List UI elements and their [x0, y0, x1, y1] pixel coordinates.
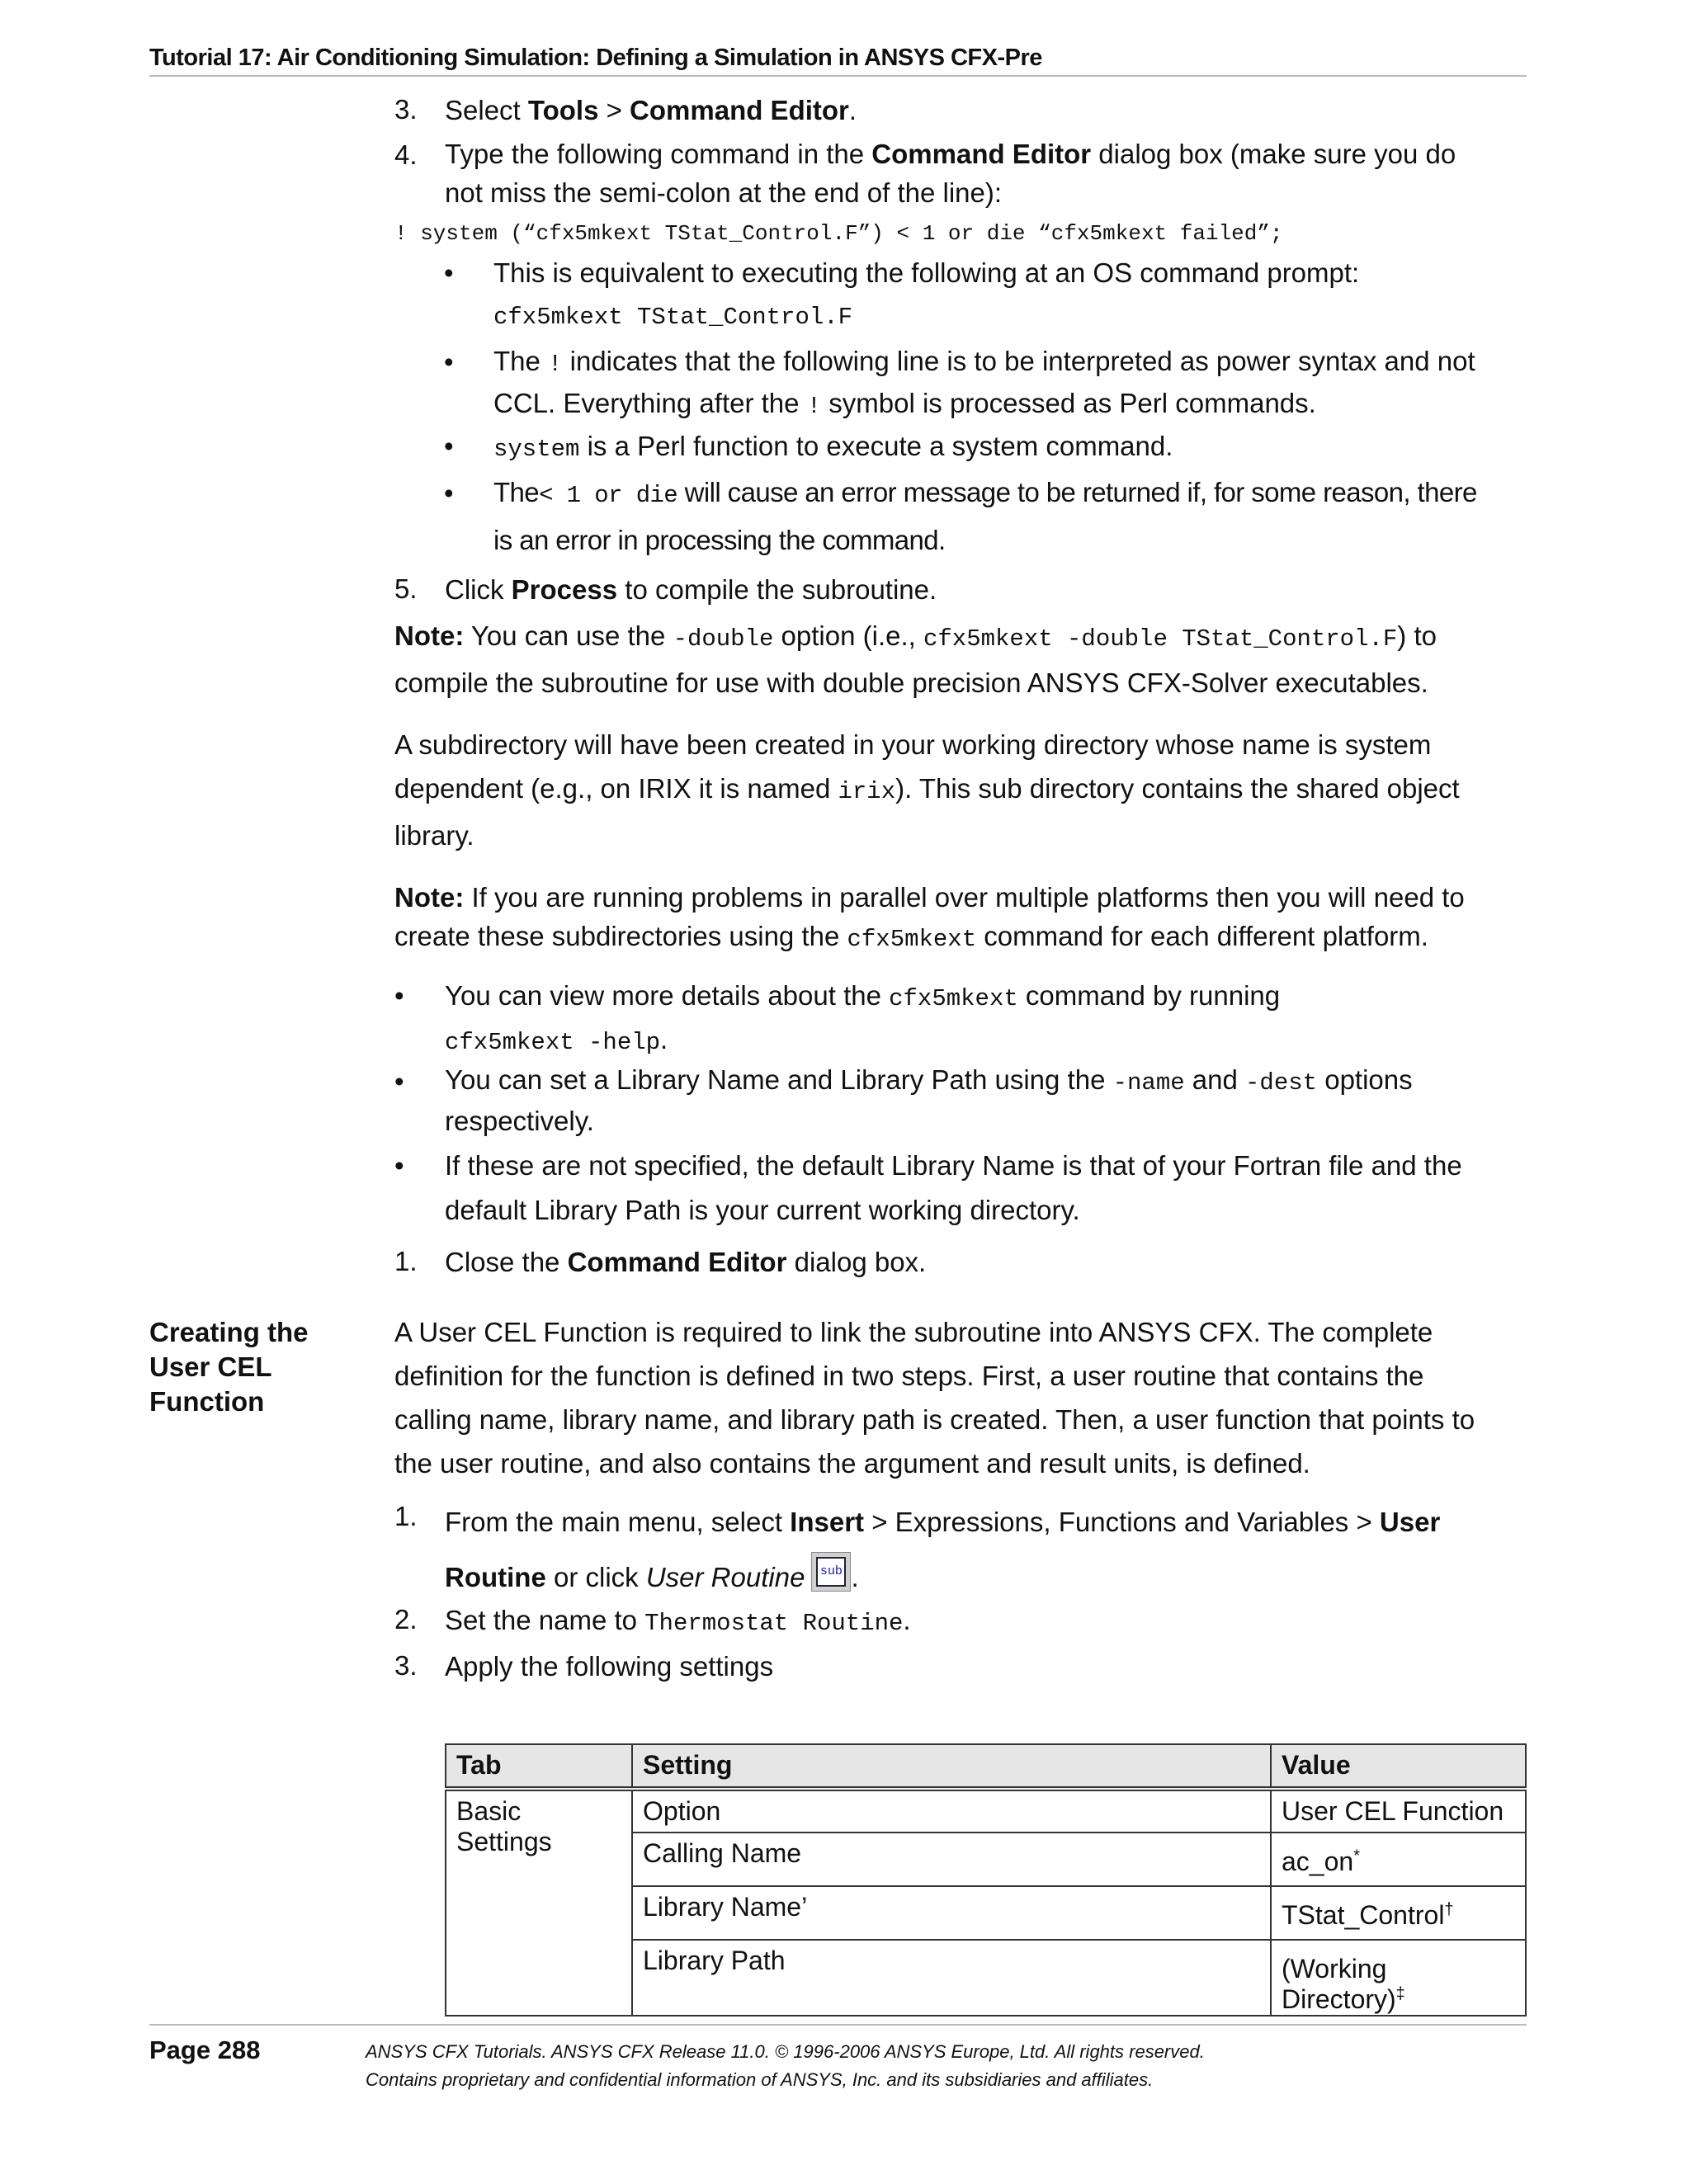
- page-number: Page 288: [149, 2035, 261, 2064]
- step-number: 1.: [394, 1501, 418, 1531]
- footer-rule: [149, 2024, 1527, 2026]
- command-code: ! system (“cfx5mkext TStat_Control.F”) < 1 or die “cfx5mkext failed”;: [394, 221, 1283, 246]
- step-number: 3.: [394, 1650, 418, 1681]
- note-paragraph: Note: If you are running problems in parallel over multiple platforms then you will need to create these subdirectories using the cfx5mkext command for each different platform.: [394, 882, 1465, 953]
- bullet-icon: •: [394, 1066, 404, 1097]
- user-routine-icon[interactable]: sub: [811, 1552, 851, 1592]
- section-paragraph: A User CEL Function is required to link the subroutine into ANSYS CFX. The complete definition for the function is defined in two steps. First, a user routine that contains the calling name, library name, and library path is created. Then, a user function that points to the user routine, and also contains the argument and result units, is defined.: [394, 1317, 1475, 1479]
- footer-copyright: ANSYS CFX Tutorials. ANSYS CFX Release 11.0. © 1996-2006 ANSYS Europe, Ltd. All rights reserved.: [366, 2041, 1205, 2062]
- bullet-icon: •: [394, 1150, 404, 1181]
- bullet-text: If these are not specified, the default Library Name is that of your Fortran file and the default Library Path is your current working directory.: [445, 1150, 1462, 1225]
- bullet-text: system is a Perl function to execute a system command.: [493, 431, 1173, 463]
- code-text: cfx5mkext TStat_Control.F: [493, 304, 853, 331]
- bullet-icon: •: [394, 980, 404, 1011]
- step-text: Select Tools > Command Editor.: [445, 95, 857, 125]
- bullet-text: The< 1 or die will cause an error message to be returned if, for some reason, there is an error in processing the command.: [493, 477, 1477, 555]
- bullet-text: This is equivalent to executing the following at an OS command prompt:: [493, 257, 1360, 288]
- setting-cell: Option: [632, 1789, 1271, 1833]
- note-paragraph: Note: You can use the -double option (i.e., cfx5mkext -double TStat_Control.F) to compile the subroutine for use with double precision ANSYS CFX-Solver executables.: [394, 620, 1437, 698]
- step-number: 2.: [394, 1604, 418, 1634]
- section-heading: Creating the User CEL Function: [149, 1317, 309, 1417]
- step-text: Set the name to Thermostat Routine.: [445, 1605, 911, 1637]
- bullet-text: The ! indicates that the following line is to be interpreted as power syntax and not CCL. Everything after the ! symbol is processed as Perl commands.: [493, 346, 1475, 420]
- bullet-text: You can set a Library Name and Library Path using the -name and -dest options respectively.: [445, 1064, 1413, 1136]
- bullet-icon: •: [444, 347, 454, 377]
- tab-cell: Basic Settings: [446, 1789, 632, 2016]
- footer-confidential: Contains proprietary and confidential information of ANSYS, Inc. and its subsidiaries and affiliates.: [366, 2069, 1154, 2090]
- step-text: From the main menu, select Insert > Expressions, Functions and Variables > User Routine or click User Routine sub .: [445, 1507, 1441, 1592]
- setting-cell: Library Name’: [632, 1886, 1271, 1940]
- running-header: Tutorial 17: Air Conditioning Simulation: Defining a Simulation in ANSYS CFX-Pre: [149, 45, 1042, 71]
- value-cell: User CEL Function: [1271, 1789, 1526, 1833]
- setting-cell: Calling Name: [632, 1833, 1271, 1886]
- value-cell: (Working Directory)‡: [1271, 1940, 1526, 2016]
- bullet-icon: •: [444, 478, 454, 508]
- settings-table: [445, 1743, 1527, 2017]
- value-cell: TStat_Control†: [1271, 1886, 1526, 1940]
- step-text: Apply the following settings: [445, 1651, 774, 1682]
- setting-cell: Library Path: [632, 1940, 1271, 2016]
- header-rule: [149, 75, 1527, 77]
- step-text: Click Process to compile the subroutine.: [445, 574, 937, 605]
- bullet-icon: •: [444, 431, 454, 461]
- bullet-text: You can view more details about the cfx5mkext command by running cfx5mkext -help.: [445, 980, 1281, 1056]
- subdirectory-paragraph: A subdirectory will have been created in your working directory whose name is system dependent (e.g., on IRIX it is named irix). This sub directory contains the shared object library.: [394, 729, 1460, 851]
- column-header: Setting: [632, 1744, 1271, 1789]
- step-text: Close the Command Editor dialog box.: [445, 1247, 927, 1277]
- table-header-row: [446, 1744, 1526, 1789]
- step-number: 3.: [394, 94, 418, 125]
- column-header: Value: [1271, 1744, 1526, 1789]
- value-cell: ac_on*: [1271, 1833, 1526, 1886]
- bullet-icon: •: [444, 257, 454, 288]
- table-row: [446, 1789, 1526, 1833]
- column-header: Tab: [446, 1744, 632, 1789]
- step-number: 1.: [394, 1246, 418, 1276]
- step-number: 4.: [394, 139, 418, 170]
- step-number: 5.: [394, 573, 418, 604]
- step-text: Type the following command in the Command Editor dialog box (make sure you do not miss the semi-colon at the end of the line):: [445, 139, 1456, 208]
